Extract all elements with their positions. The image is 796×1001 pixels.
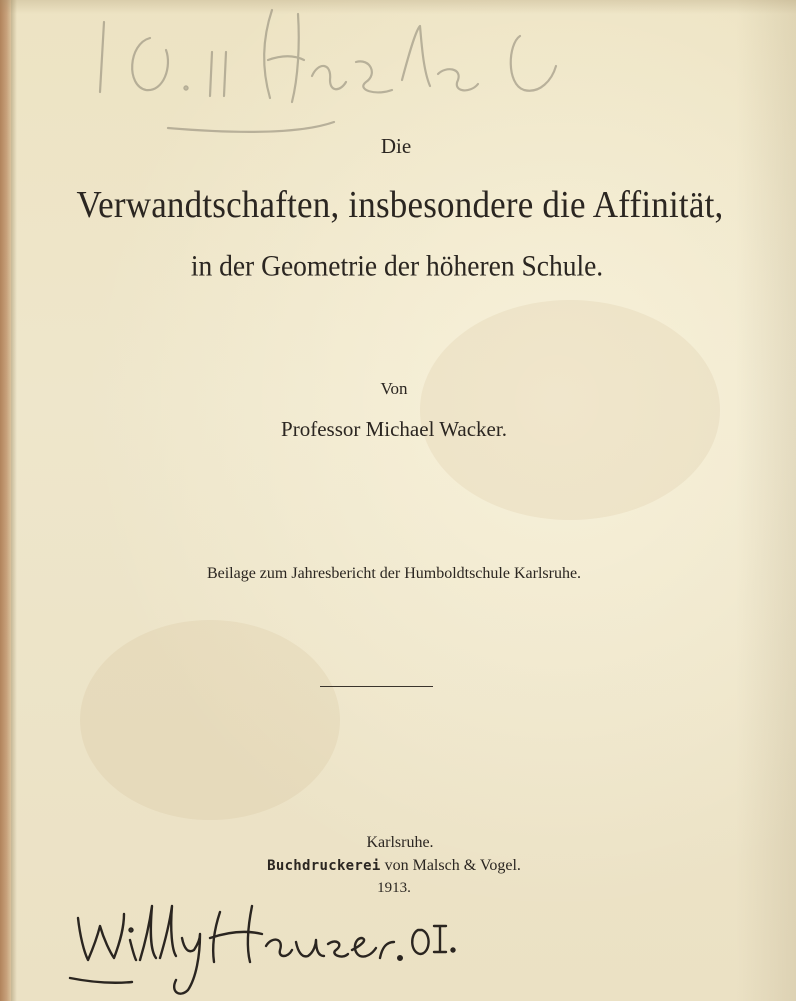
printer-name: von Malsch & Vogel. — [380, 857, 521, 874]
title-subline: in der Geometrie der höheren Schule. — [190, 248, 604, 283]
author-name: Professor Michael Wacker. — [281, 417, 507, 441]
imprint-city: Karlsruhe. — [366, 834, 434, 851]
title-line-1: Die — [380, 134, 412, 158]
imprint-year: 1913. — [377, 880, 411, 896]
supplement-note: Beilage zum Jahresbericht der Humboldtschule Karlsruhe. — [206, 565, 582, 582]
title-main: Verwandtschaften, insbesondere die Affinität, — [76, 183, 724, 226]
byline-von: Von — [380, 379, 408, 398]
printer-stamp: Buchdruckerei — [267, 858, 381, 874]
